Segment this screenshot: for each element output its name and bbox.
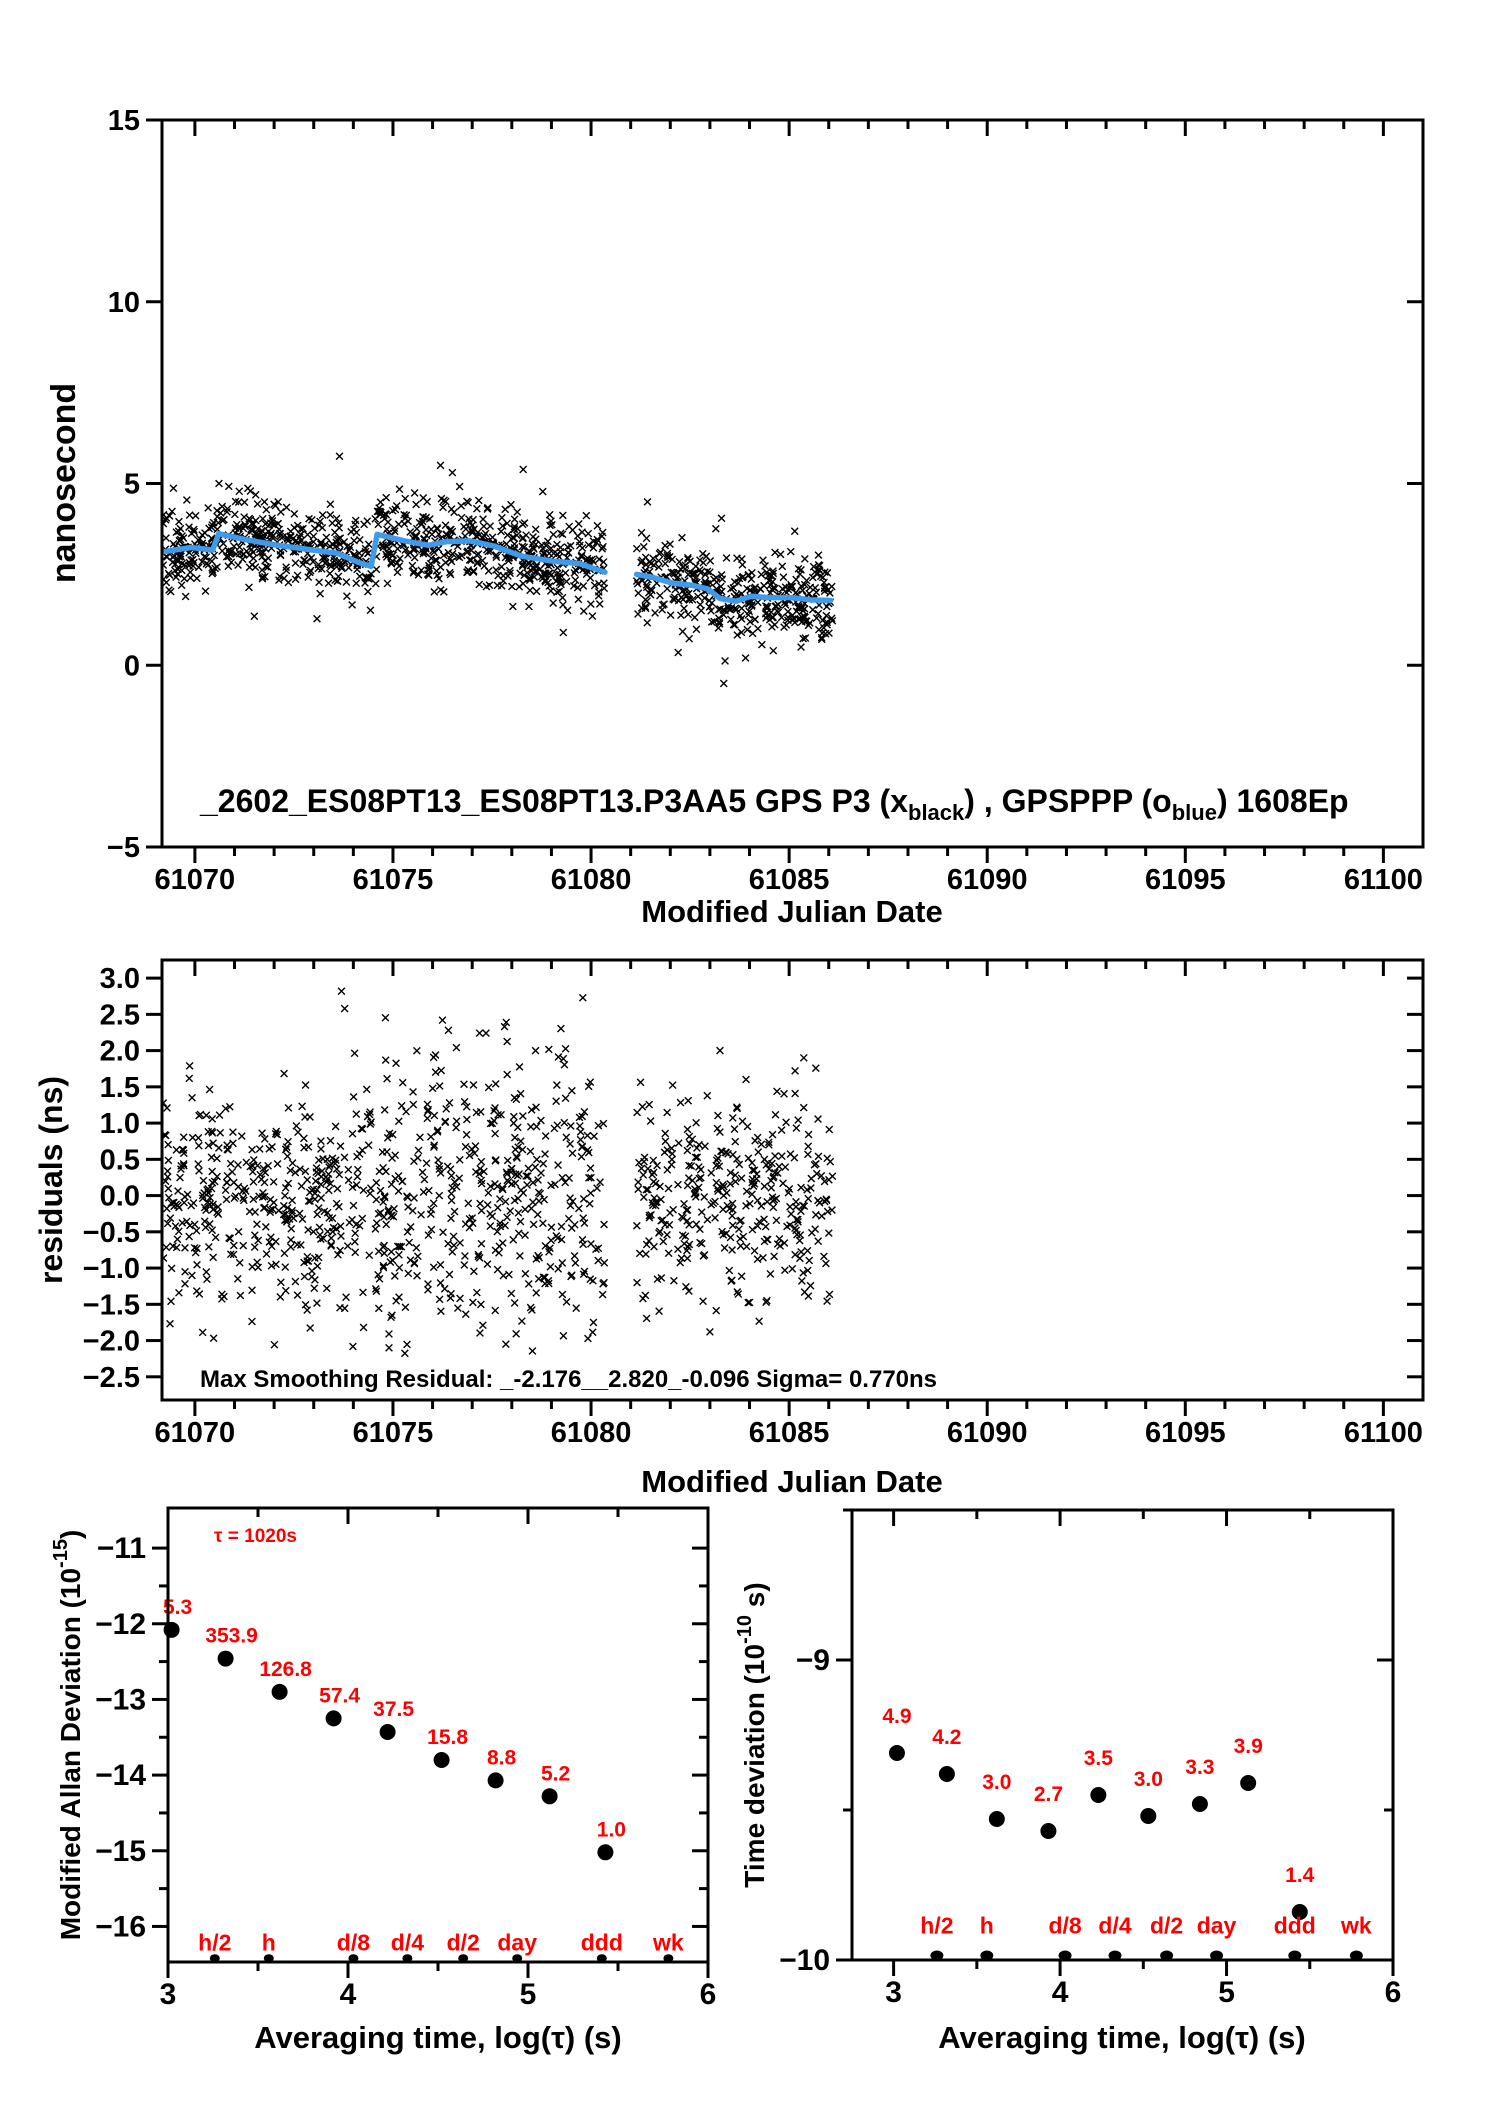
modified-allan-deviation-ref-label: day [497,1929,538,1956]
modified-allan-deviation-y-tick-label: −14 [95,1759,146,1793]
smoothing-residuals-x-tick-label: 61100 [1343,1417,1423,1449]
time-deviation-value-label: 1.4 [1285,1864,1315,1887]
modified-allan-deviation-reference-markers [198,1929,684,1962]
smoothing-residuals-y-tick-label: 0.0 [99,1180,140,1213]
time-deviation-data-point [1140,1808,1156,1824]
time-deviation-value-label: 3.5 [1083,1747,1113,1770]
time-deviation-value-label: 2.7 [1033,1783,1064,1806]
top-x-axis-label: Modified Julian Date [641,894,943,929]
top-plot-title [199,783,1349,825]
modified-allan-deviation-data-point [272,1684,288,1700]
modified-allan-deviation-data-point [380,1724,396,1740]
time-deviation-x-tick-label: 6 [1384,1976,1402,2009]
tdev-exponent: -10 [734,1614,756,1644]
max-smoothing-residual-annotation: Max Smoothing Residual: _-2.176__2.820_-0.096 Sigma= 0.770ns [200,1366,938,1393]
modified-allan-deviation-x-tick-label: 6 [699,1978,717,2011]
time-deviation-data-point [1192,1796,1208,1812]
smoothing-residuals-x-tick-label: 61085 [748,1417,830,1449]
modified-allan-deviation-x-tick-label: 4 [339,1978,357,2011]
smoothing-residuals-black-x-series [160,988,836,1357]
gps-p3-vs-gpsppp-y-tick-label: 0 [123,650,140,683]
modified-allan-deviation-ref-label: d/4 [390,1929,425,1956]
modified-allan-deviation-ref-label: ddd [580,1929,623,1956]
gps-p3-vs-gpsppp-axes [146,120,1423,863]
time-deviation-data-point [1090,1787,1106,1803]
title-end: ) 1608Ep [1216,783,1349,819]
modified-allan-deviation-ref-label: d/8 [336,1929,371,1956]
smoothing-residuals-x-tick-label: 61080 [550,1417,632,1449]
modified-allan-deviation-data-point [597,1844,613,1860]
time-deviation-plot [779,1510,1401,2009]
modified-allan-deviation-data-point [488,1772,504,1788]
modified-allan-deviation-value-label: 353.9 [205,1624,258,1648]
smoothing-residuals-y-tick-label: −2.5 [82,1361,140,1394]
time-deviation-y-tick-label: −9 [795,1644,830,1677]
mdev-y-axis-label: Modified Allan Deviation $(10^{-15})$ [50,1529,86,1941]
smoothing-residuals-y-tick-label: 2.5 [99,999,140,1032]
gps-p3-vs-gpsppp-tick-labels [107,105,1423,896]
gps-p3-vs-gpsppp-x-tick-label: 61100 [1343,864,1423,896]
time-deviation-data-point [989,1811,1005,1827]
modified-allan-deviation-y-tick-label: −11 [96,1532,146,1566]
smoothing-residuals-data-layer [160,988,836,1357]
smoothing-residuals-x-tick-label: 61070 [154,1417,236,1449]
modified-allan-deviation-y-tick-label: −15 [95,1834,146,1868]
smoothing-residuals-y-tick-label: 1.0 [99,1108,140,1141]
time-deviation-x-tick-label: 4 [1051,1976,1069,2009]
residuals-x-axis-label: Modified Julian Date [641,1464,943,1499]
time-deviation-axes [836,1510,1393,1976]
gps-p3-vs-gpsppp-y-tick-label: 10 [107,286,140,319]
time-deviation-x-tick-label: 3 [885,1976,902,2009]
gps-p3-vs-gpsppp-x-tick-label: 61090 [946,864,1028,896]
gps-p3-vs-gpsppp-y-tick-label: −5 [106,832,140,864]
modified-allan-deviation-x-tick-label: 5 [519,1978,537,2011]
modified-allan-deviation-value-label: 126.8 [259,1657,312,1681]
gps-p3-vs-gpsppp-black-x-series [160,453,836,687]
time-deviation-ref-label: ddd [1273,1912,1316,1939]
time-deviation-ref-label: day [1196,1912,1237,1939]
gps-p3-vs-gpsppp-x-tick-label: 61080 [550,864,632,896]
smoothing-residuals-x-tick-label: 61075 [352,1417,434,1449]
modified-allan-deviation-data-point [326,1710,342,1726]
time-deviation-value-label: 3.3 [1185,1756,1215,1779]
mdev-exponent: -15 [50,1539,72,1568]
modified-allan-deviation-data-point [434,1752,450,1768]
smoothing-residuals-y-tick-label: −2.0 [82,1325,140,1358]
time-deviation-value-label: 4.9 [882,1705,912,1728]
time-deviation-value-label: 3.9 [1233,1735,1263,1758]
time-deviation-ref-label: h/2 [920,1912,954,1939]
smoothing-residuals-y-tick-label: 2.0 [99,1035,140,1068]
gps-p3-vs-gpsppp-x-tick-label: 61085 [748,864,830,896]
modified-allan-deviation-y-tick-label: −16 [95,1910,146,1944]
time-deviation-data-point [889,1745,905,1761]
time-deviation-tick-labels [779,1644,1401,2009]
gps-p3-vs-gpsppp-x-tick-label: 61075 [352,864,434,896]
time-deviation-x-tick-label: 5 [1218,1976,1235,2009]
gps-p3-vs-gpsppp-y-tick-label: 15 [107,105,140,137]
modified-allan-deviation-ref-label: wk [653,1929,684,1956]
modified-allan-deviation-value-label: 37.5 [373,1697,415,1721]
mdev-x-axis-label: Averaging time, log(τ) (s) [254,2020,622,2055]
time-deviation-data-point [1240,1775,1256,1791]
smoothing-residuals-y-tick-label: 3.0 [99,963,140,996]
modified-allan-deviation-y-tick-label: −12 [95,1607,146,1641]
time-deviation-y-tick-label: −10 [779,1944,830,1977]
smoothing-residuals-y-tick-label: −1.0 [82,1253,140,1286]
tdev-x-axis-label: Averaging time, log(τ) (s) [938,2020,1306,2055]
top-y-axis-label: nanosecond [45,382,83,584]
modified-allan-deviation-plot [95,1508,716,2011]
time-deviation-data-point [939,1766,955,1782]
tdev-y-axis-label: Time deviation ($10^{-10}$ s) [734,1582,770,1888]
gps-p3-vs-gpsppp-data-layer [160,453,836,687]
tau-annotation: τ = 1020s [214,1526,297,1547]
smoothing-residuals-x-tick-label: 61090 [946,1417,1028,1449]
smoothing-residuals-x-tick-label: 61095 [1144,1417,1226,1449]
modified-allan-deviation-value-label: 15.8 [427,1725,469,1749]
residuals-y-axis-label: residuals (ns) [33,1075,69,1285]
time-deviation-value-label: 3.0 [1133,1768,1163,1791]
time-deviation-value-label: 3.0 [982,1771,1012,1794]
time-deviation-ref-label: d/4 [1098,1912,1132,1939]
gps-p3-vs-gpsppp-x-tick-label: 61070 [154,864,236,896]
smoothing-residuals-y-tick-label: 0.5 [99,1144,140,1177]
time-deviation-data-point [1040,1823,1056,1839]
time-deviation-ref-label: d/2 [1149,1912,1184,1939]
modified-allan-deviation-dot-series [163,1596,626,1860]
gps-p3-vs-gpsppp-plot [107,105,1423,896]
smoothing-residuals-y-tick-label: 1.5 [99,1071,140,1104]
time-deviation-ref-label: d/8 [1048,1912,1082,1939]
time-deviation-ref-label: h [979,1912,994,1939]
time-deviation-value-label: 4.2 [932,1726,962,1749]
time-deviation-reference-markers [920,1913,1372,1961]
modified-allan-deviation-value-label: 8.8 [486,1746,517,1770]
gps-p3-vs-gpsppp-x-tick-label: 61095 [1144,864,1226,896]
smoothing-residuals-y-tick-label: −1.5 [82,1289,140,1322]
gps-p3-vs-gpsppp-y-tick-label: 5 [123,468,140,501]
title-mid: ) , GPSPPP (o [964,783,1172,819]
title-main: _2602_ES08PT13_ES08PT13.P3AA5 GPS P3 (x [200,783,908,819]
modified-allan-deviation-ref-label: d/2 [446,1929,480,1956]
modified-allan-deviation-value-label: 1.0 [596,1818,627,1842]
time-deviation-ref-label: wk [1341,1912,1372,1939]
title-subscript-black: black [908,800,965,825]
modified-allan-deviation-ref-label: h/2 [198,1929,232,1956]
smoothing-residuals-y-tick-label: −0.5 [82,1216,140,1249]
modified-allan-deviation-ref-label: h [261,1929,276,1956]
modified-allan-deviation-data-point [218,1651,234,1667]
modified-allan-deviation-value-label: 5.2 [540,1762,571,1786]
modified-allan-deviation-x-tick-label: 3 [159,1978,177,2011]
modified-allan-deviation-value-label: 5.3 [162,1595,193,1619]
modified-allan-deviation-data-point [542,1788,558,1804]
modified-allan-deviation-y-tick-label: −13 [95,1683,146,1717]
time-deviation-dot-series [882,1705,1314,1920]
title-subscript-blue: blue [1171,800,1217,825]
modified-allan-deviation-value-label: 57.4 [319,1684,361,1708]
